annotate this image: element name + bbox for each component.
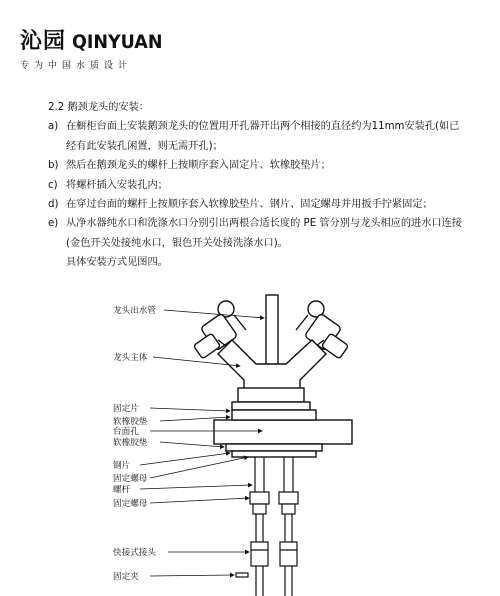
installation-section bbox=[48, 98, 466, 273]
step-b bbox=[48, 156, 466, 175]
screw-rods-shape bbox=[255, 457, 293, 492]
logo-english: QINYUAN bbox=[72, 31, 163, 53]
step-label: d) bbox=[48, 199, 59, 211]
label-counter-hole: 台面孔 bbox=[113, 427, 139, 437]
label-quick-connector: 快接式接头 bbox=[113, 548, 156, 558]
label-fixing-plate: 固定片 bbox=[113, 404, 139, 414]
slogan: 专为中国水质设计 bbox=[20, 61, 133, 71]
step-d bbox=[48, 195, 466, 214]
logo-chinese: 沁园 bbox=[20, 29, 67, 54]
label-rubber-gasket-bottom: 软橡胶垫 bbox=[113, 438, 148, 448]
logo bbox=[20, 24, 170, 55]
fixing-nuts-shape bbox=[250, 492, 298, 514]
figure-note: 具体安装方式见图四。 bbox=[66, 257, 168, 269]
label-fixing-nut-bottom: 固定螺母 bbox=[113, 499, 148, 509]
label-steel-plate: 钢片 bbox=[113, 461, 131, 471]
label-fixing-nut-top: 固定螺母 bbox=[113, 474, 148, 484]
fixing-clip-shape bbox=[236, 573, 248, 577]
step-label: a) bbox=[48, 121, 59, 133]
label-rubber-gasket-top: 软橡胶垫 bbox=[113, 417, 148, 427]
step-text: 然后在鹅颈龙头的螺杆上按顺序套入固定片、软橡胶垫片； bbox=[66, 160, 331, 172]
label-faucet-body: 龙头主体 bbox=[113, 353, 148, 363]
step-label: e) bbox=[48, 218, 59, 230]
step-label: b) bbox=[48, 160, 59, 172]
label-fixing-clip: 固定夹 bbox=[113, 572, 139, 582]
section-title: 2.2 鹅颈龙头的安装： bbox=[48, 102, 149, 113]
faucet-installation-diagram bbox=[0, 280, 500, 596]
label-outlet-pipe: 龙头出水管 bbox=[113, 306, 156, 316]
step-e bbox=[48, 214, 466, 253]
label-screw-rod: 螺杆 bbox=[113, 485, 131, 495]
step-text: 从净水器纯水口和洗涤水口分别引出两根合适长度的 PE 管分别与龙头相应的进水口连接(金色开关处接纯水口，银色开关处接洗涤水口)。 bbox=[66, 218, 462, 249]
step-text: 在橱柜台面上安装鹅颈龙头的位置用开孔器开出两个相接的直径约为11mm安装孔(如已经有此安装孔闲置，则无需开孔)； bbox=[66, 121, 460, 152]
quick-connectors-shape bbox=[251, 542, 297, 566]
step-a bbox=[48, 117, 466, 156]
step-text: 在穿过台面的螺杆上按顺序套入软橡胶垫片、钢片、固定螺母并用扳手拧紧固定； bbox=[66, 199, 433, 211]
step-c bbox=[48, 176, 466, 195]
counter-top-shape bbox=[214, 410, 352, 457]
step-label: c) bbox=[48, 179, 58, 191]
step-text: 将螺杆插入安装孔内； bbox=[66, 179, 168, 191]
